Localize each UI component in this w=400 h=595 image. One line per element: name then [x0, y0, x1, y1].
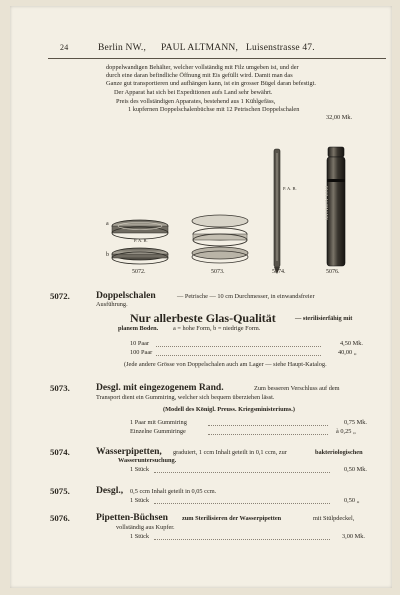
item-desc-5073-1: Zum besseren Verschluss auf dem: [254, 385, 340, 392]
petri-dish-high-icon: [112, 220, 168, 239]
pipette-icon: [274, 149, 280, 274]
petri-dish-low-icon: [112, 248, 168, 264]
planem-forms: a = hohe Form, b = niedrige Form.: [173, 325, 261, 332]
fig-label-b: b: [106, 252, 109, 258]
leader-dots: [156, 346, 321, 347]
item-number-5073: 5073.: [50, 383, 70, 393]
fig-label-ab: P. A. B.: [134, 238, 148, 243]
header-address-right: Luisenstrasse 47.: [246, 43, 315, 53]
price-5073-2: à 0,25 „: [336, 428, 356, 435]
price-label-5076: 1 Stück: [130, 533, 150, 540]
item-desc-5074-1: graduiert, 1 ccm Inhalt geteilt in 0,1 ccm, zur: [173, 449, 287, 456]
intro-line-3: Ganze gut transportieren und aufhängen kann, ist ein grosser Bügel daran befestigt.: [106, 80, 317, 87]
caption-5076: 5076.: [326, 269, 340, 275]
intro-line-2: durch eine daran befindliche Öffnung mit Eis gefüllt wird. Damit man das: [106, 72, 293, 79]
price-5072-100: 40,00 „: [338, 349, 357, 356]
quality-note: Nur allerbeste Glas-Qualität: [130, 311, 276, 325]
caption-5072: 5072.: [132, 269, 146, 275]
item-desc-5074-bold: bakteriologischen: [315, 449, 363, 456]
price-5075: 0,50 „: [344, 497, 360, 504]
item-desc-5075-1: 0,5 ccm Inhalt geteilt in 0,05 ccm.: [130, 488, 217, 495]
item-desc-5072-1: — Petrische — 10 cm Durchmesser, in einwandsfreier: [177, 293, 315, 300]
price-5073-1: 0,75 Mk.: [344, 419, 367, 426]
item-desc-5076-1: zum Sterilisieren der Wasserpipetten: [182, 515, 282, 522]
intro-line-1: doppelwandigen Behälter, welcher vollständig mit Filz umgeben ist, und der: [106, 64, 299, 71]
price-label-5073-1: 1 Paar mit Gummiring: [130, 419, 187, 426]
price-5074: 0,50 Mk.: [344, 466, 367, 473]
price-label-5073-2: Einzelne Gummiringe: [130, 428, 186, 435]
page-number: 24: [60, 43, 69, 52]
price-label-5072-10: 10 Paar: [130, 340, 150, 347]
box-engraving: PAUL ALTMANN: [324, 186, 329, 221]
item-title-5073: Desgl. mit eingezogenem Rand.: [96, 382, 224, 393]
intro-price: 32,00 Mk.: [326, 114, 353, 121]
item-title-5074: Wasserpipetten,: [96, 446, 162, 457]
leader-dots: [156, 355, 321, 356]
price-label-5075: 1 Stück: [130, 497, 150, 504]
item-desc-5072-2: Ausführung.: [96, 301, 128, 308]
item-desc-5074-2: Wasseruntersuchung.: [118, 457, 177, 464]
item-desc-5076-2: vollständig aus Kupfer.: [116, 524, 175, 531]
intro-line-6: 1 kupfernen Doppelschalenbüchse mit 12 Petrischen Doppelschalen: [128, 106, 300, 113]
caption-5073: 5073.: [211, 269, 225, 275]
item-model-5073: (Modell des Königl. Preuss. Kriegsministeriums.): [163, 406, 295, 413]
header-address-left: Berlin NW.,: [98, 43, 147, 53]
intro-line-4: Der Apparat hat sich bei Expeditionen aufs Land sehr bewährt.: [114, 89, 273, 96]
price-5076: 3,00 Mk.: [342, 533, 365, 540]
fig-label-pipette: P. A. B.: [283, 186, 297, 191]
item-number-5075: 5075.: [50, 486, 70, 496]
item-number-5072: 5072.: [50, 291, 70, 301]
price-5072-10: 4,50 Mk.: [340, 340, 363, 347]
caption-5074: 5074.: [272, 269, 286, 275]
intro-line-5: Preis des vollständigen Apparates, bestehend aus 1 Kühlgefäss,: [116, 98, 276, 105]
leader-dots: [154, 472, 330, 473]
item-desc-5076-tail: mit Stülpdeckel,: [313, 515, 355, 522]
copper-pipette-box-icon: [327, 147, 345, 266]
quality-note-rest: — sterilisierfähig mit: [295, 315, 353, 322]
product-illustrations: [10, 141, 392, 281]
planem-label: planem Boden.: [118, 325, 159, 332]
item-desc-5073-2: Transport dient ein Gummiring, welcher sich bequem überziehen lässt.: [96, 394, 275, 401]
leader-dots: [208, 434, 328, 435]
item-title-5072: Doppelschalen: [96, 290, 156, 301]
petri-dish-rim-icon: [192, 215, 248, 263]
item-title-5075: Desgl.,: [96, 485, 124, 496]
fig-label-a: a: [106, 221, 109, 227]
item-number-5074: 5074.: [50, 447, 70, 457]
leader-dots: [154, 503, 330, 504]
item-note-5072: (Jede andere Grösse von Doppelschalen auch am Lager — siehe Haupt-Katalog.: [124, 361, 327, 368]
leader-dots: [208, 425, 328, 426]
price-label-5074: 1 Stück: [130, 466, 150, 473]
page-header: [60, 43, 68, 53]
item-number-5076: 5076.: [50, 513, 70, 523]
item-title-5076: Pipetten-Büchsen: [96, 512, 168, 523]
price-label-5072-100: 100 Paar: [130, 349, 153, 356]
header-rule: [48, 58, 386, 59]
header-company: PAUL ALTMANN,: [161, 43, 239, 53]
leader-dots: [154, 539, 330, 540]
catalog-page: [10, 6, 392, 588]
